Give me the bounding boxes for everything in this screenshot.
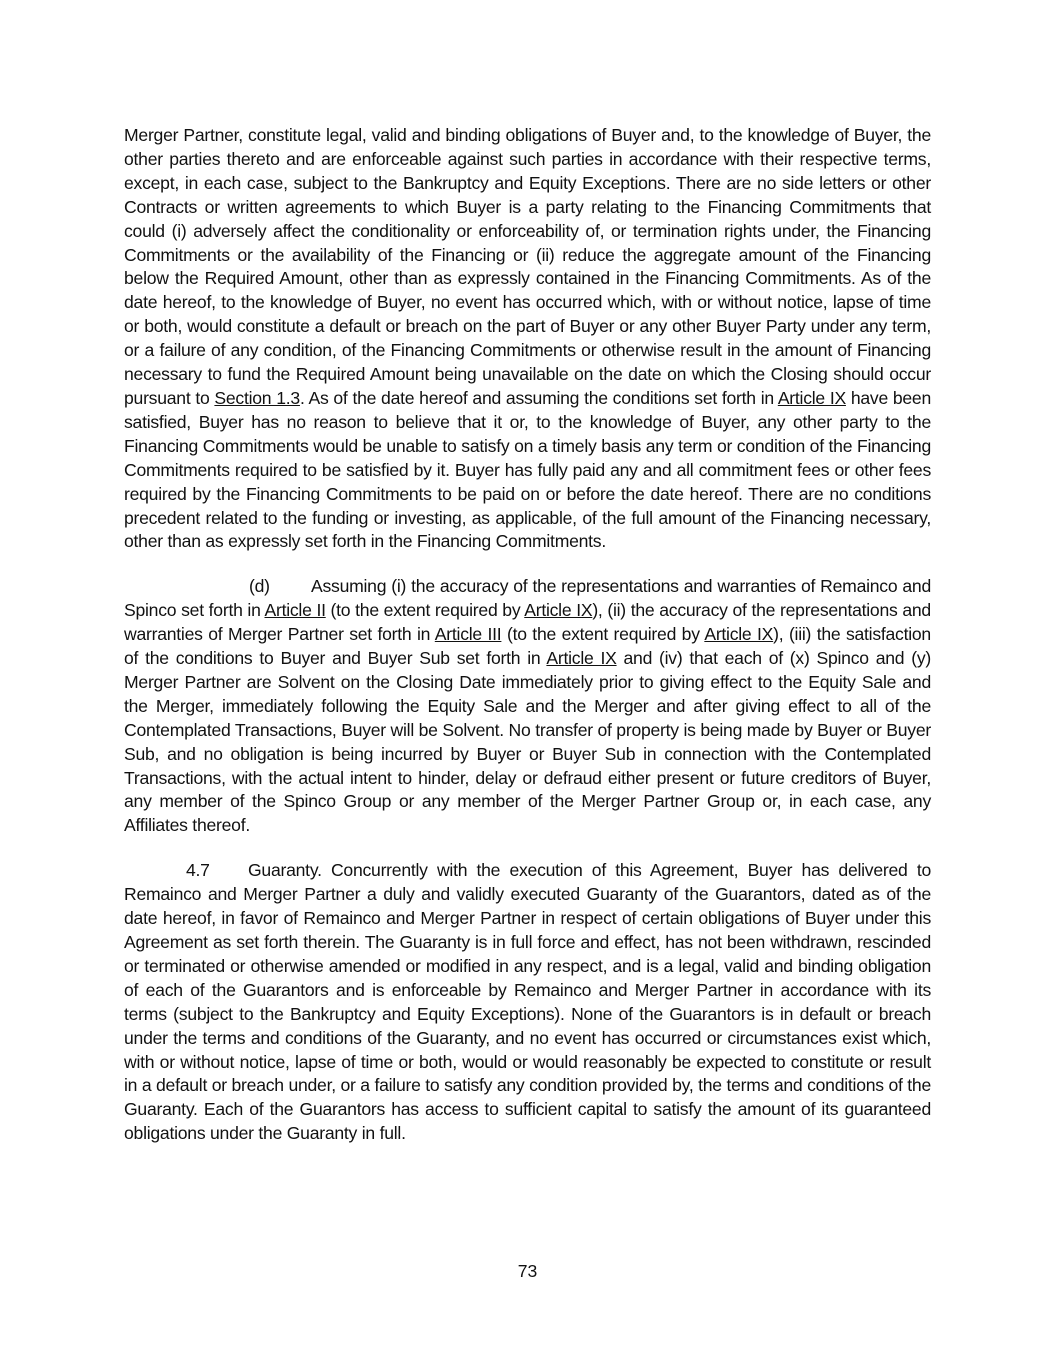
paragraph-c-continued: Merger Partner, constitute legal, valid and binding obligations of Buyer and, to the knowledge of Buyer, the other parties thereto and are enforceable against such parties in accordance with their respective terms, except, in each case, subject to the Bankruptcy and Equity Exceptions. There are no side letters or other Contracts or written agreements to which Buyer is a party relating to the Financing Commitments that could (i) adversely affect the conditionality or enforceability of, or termination rights under, the Financing Commitments or the availability of the Financing or (ii) reduce the aggregate amount of the Financing below the Required Amount, other than as expressly contained in the Financing Commitments. As of the date hereof, to the knowledge of Buyer, no event has occurred which, with or without notice, lapse of time or both, would constitute a default or breach on the part of Buyer or any other Buyer Party under any term, or a failure of any condition, of the Financing Commitments or otherwise result in the amount of Financing necessary to fund the Required Amount being unavailable on the date on which the Closing should occur pursuant to Section 1.3. As of the date hereof and assuming the conditions set forth in Article IX have been satisfied, Buyer has no reason to believe that it or, to the knowledge of Buyer, any other party to the Financing Commitments would be unable to satisfy on a timely basis any term or condition of the Financing Commitments required to be satisfied by it. Buyer has fully paid any and all commitment fees or other fees required by the Financing Commitments to be paid on or before the date hereof. There are no conditions precedent related to the funding or investing, as applicable, of the full amount of the Financing necessary, other than as expressly set forth in the Financing Commitments.: [124, 125, 932, 552]
article-reference-link[interactable]: Article IX: [704, 624, 774, 645]
article-reference-link[interactable]: Article IX: [524, 600, 593, 621]
article-reference-link[interactable]: Article III: [434, 624, 502, 645]
page-number: 73: [517, 1261, 538, 1281]
article-reference-link[interactable]: Article II: [264, 600, 326, 621]
document-page: [124, 124, 931, 1146]
paragraph-d: (d) Assuming (i) the accuracy of the representations and warranties of Remainco and Spinco set forth in Article II (to the extent required by Article IX), (ii) the accuracy of the representations and warranties of Merger Partner set forth in Article III (to the extent required by Article IX), (iii) the satisfaction of the conditions to Buyer and Buyer Sub set forth in Article IX and (iv) that each of (x) Spinco and (y) Merger Partner are Solvent on the Closing Date immediately prior to giving effect to the Equity Sale and the Merger, immediately following the Equity Sale and the Merger and after giving effect to all of the Contemplated Transactions, Buyer will be Solvent. No transfer of property is being made by Buyer or Buyer Sub, and no obligation is being incurred by Buyer or Buyer Sub in connection with the Contemplated Transactions, with the actual intent to hinder, delay or defraud either present or future creditors of Buyer, any member of the Spinco Group or any member of the Merger Partner Group or, in each case, any Affiliates thereof.: [124, 576, 931, 836]
section-4-7: 4.7 Guaranty. Concurrently with the execution of this Agreement, Buyer has delivered to Remainco and Merger Partner a duly and validly executed Guaranty of the Guarantors, dated as of the date hereof, in favor of Remainco and Merger Partner in respect of certain obligations of Buyer under this Agreement as set forth therein. The Guaranty is in full force and effect, has not been withdrawn, rescinded or terminated or otherwise amended or modified in any respect, and is a legal, valid and binding obligation of each of the Guarantors and is enforceable by Remainco and Merger Partner in accordance with its terms (subject to the Bankruptcy and Equity Exceptions). None of the Guarantors is in default or breach under the terms and conditions of the Guaranty, and no event has occurred or circumstances exist which, with or without notice, lapse of time or both, would or would reasonably be expected to constitute or result in a default or breach under, or a failure to satisfy any condition provided by, the terms and conditions of the Guaranty. Each of the Guarantors has access to sufficient capital to satisfy the amount of its guaranteed obligations under the Guaranty in full.: [124, 860, 931, 1144]
section-reference-link[interactable]: Section 1.3: [214, 387, 300, 408]
article-reference-link[interactable]: Article IX: [546, 648, 617, 669]
section-heading: Guaranty: [248, 860, 318, 881]
paragraph-d-label: (d): [249, 576, 270, 597]
section-number: 4.7: [186, 860, 210, 881]
article-reference-link[interactable]: Article IX: [777, 387, 846, 408]
